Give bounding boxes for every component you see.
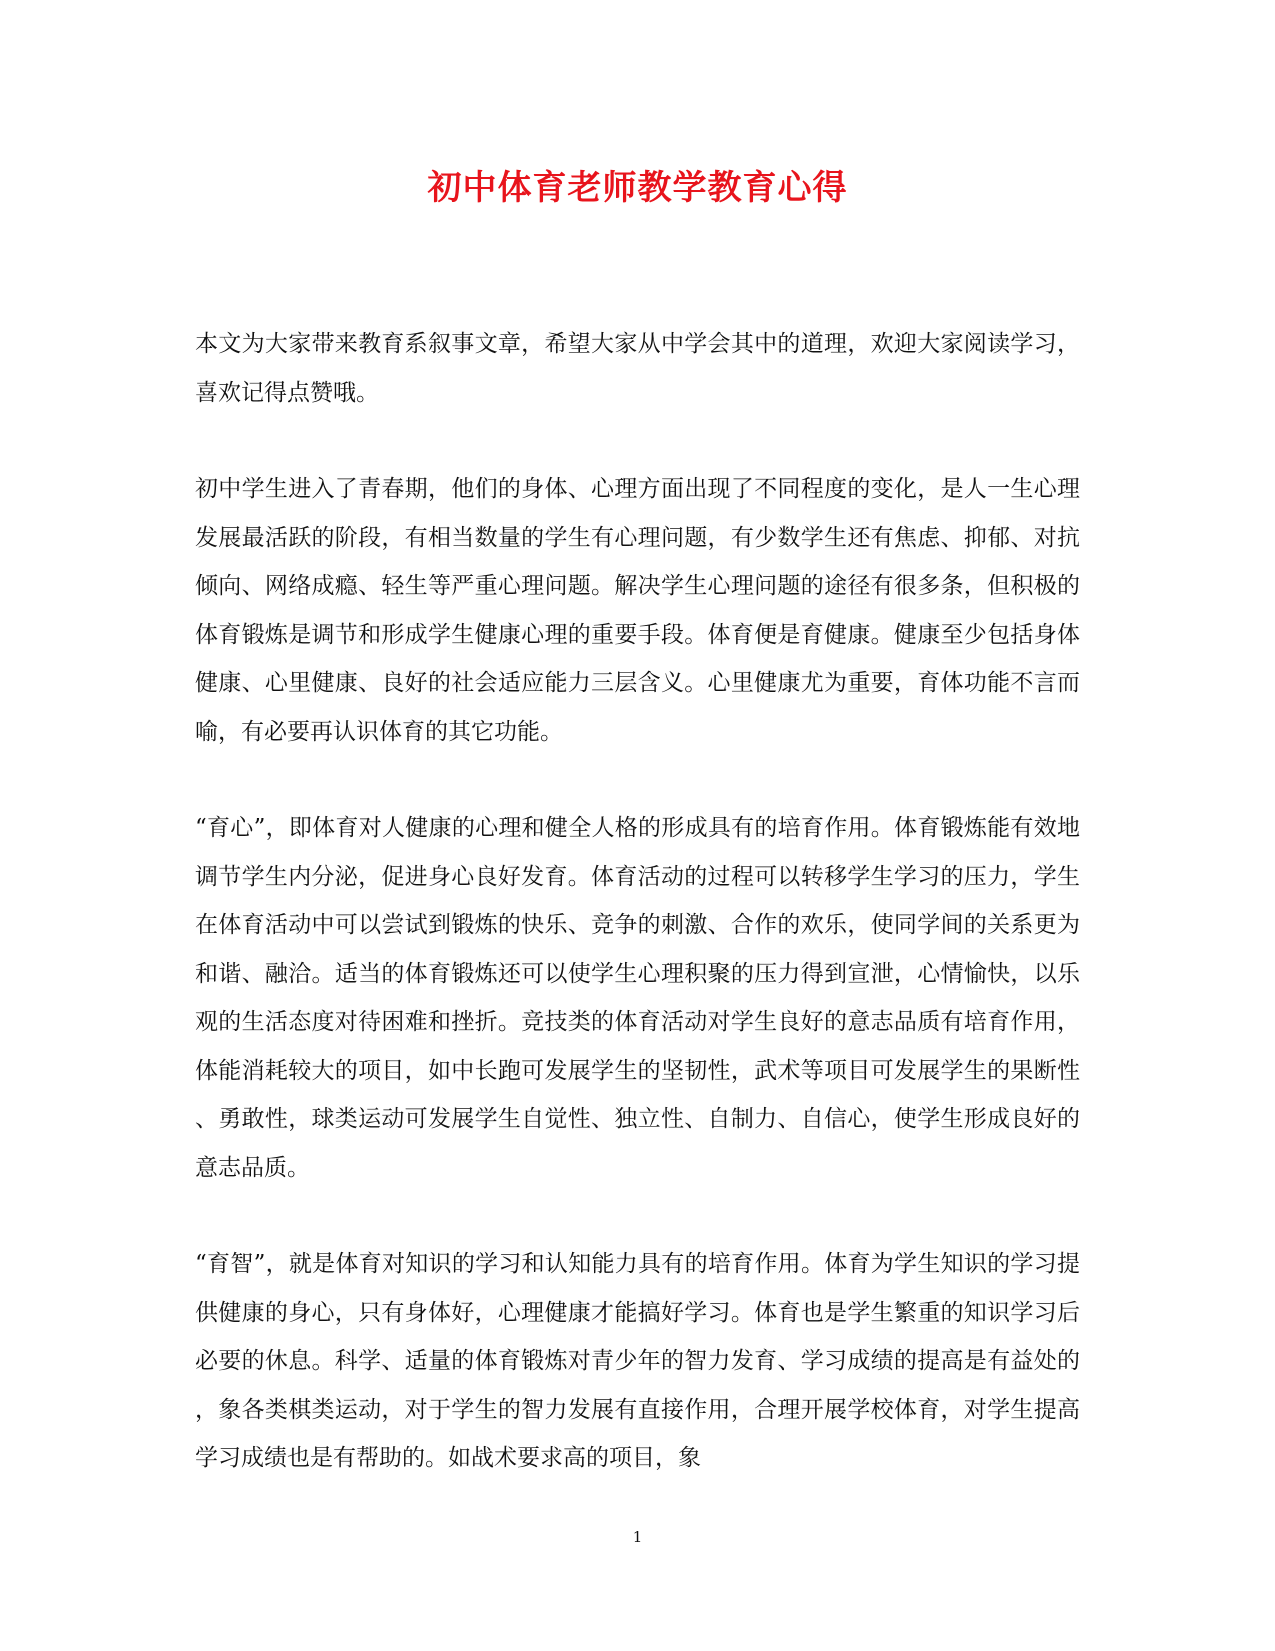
paragraph-adolescence: 初中学生进入了青春期，他们的身体、心理方面出现了不同程度的变化，是人一生心理发展最活跃的阶段，有相当数量的学生有心理问题，有少数学生还有焦虑、抑郁、对抗倾向、网络成瘾、轻生等严重心理问题。解决学生心理问题的途径有很多条，但积极的体育锻炼是调节和形成学生健康心理的重要手段。体育便是育健康。健康至少包括身体健康、心里健康、良好的社会适应能力三层含义。心里健康尤为重要，育体功能不言而喻，有必要再认识体育的其它功能。 (195, 476, 1080, 745)
page-number: 1 (632, 1528, 643, 1546)
document-body (195, 320, 1080, 1531)
paragraph-yuxin: “育心”，即体育对人健康的心理和健全人格的形成具有的培育作用。体育锻炼能有效地调节学生内分泌，促进身心良好发育。体育活动的过程可以转移学生学习的压力，学生在体育活动中可以尝试到锻炼的快乐、竞争的刺激、合作的欢乐，使同学间的关系更为和谐、融洽。适当的体育锻炼还可以使学生心理积聚的压力得到宣泄，心情愉快，以乐观的生活态度对待困难和挫折。竞技类的体育活动对学生良好的意志品质有培育作用，体能消耗较大的项目，如中长跑可发展学生的坚韧性，武术等项目可发展学生的果断性、勇敢性，球类运动可发展学生自觉性、独立性、自制力、自信心，使学生形成良好的意志品质。 (195, 815, 1080, 1181)
paragraph-yuzhi: “育智”，就是体育对知识的学习和认知能力具有的培育作用。体育为学生知识的学习提供健康的身心，只有身体好，心理健康才能搞好学习。体育也是学生繁重的知识学习后必要的休息。科学、适量的体育锻炼对青少年的智力发育、学习成绩的提高是有益处的，象各类棋类运动，对于学生的智力发展有直接作用，合理开展学校体育，对学生提高学习成绩也是有帮助的。如战术要求高的项目，象 (195, 1251, 1080, 1471)
paragraph-intro: 本文为大家带来教育系叙事文章，希望大家从中学会其中的道理，欢迎大家阅读学习，喜欢记得点赞哦。 (195, 331, 1080, 406)
document-title: 初中体育老师教学教育心得 (427, 168, 848, 208)
